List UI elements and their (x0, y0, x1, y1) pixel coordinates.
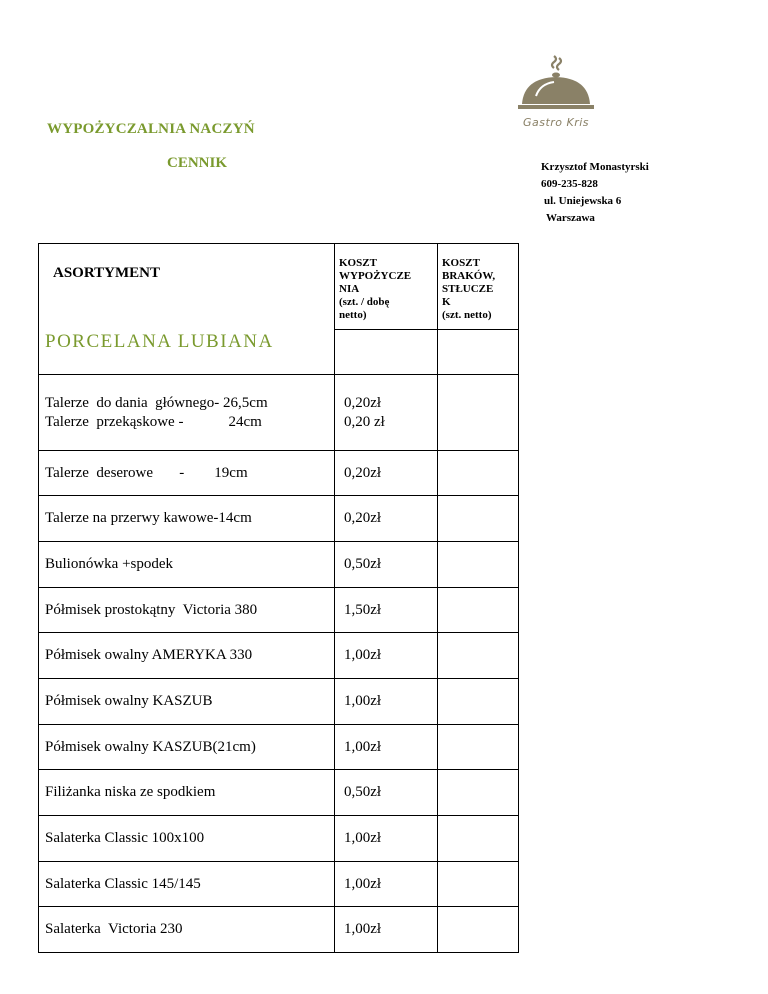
rental-price: 1,00zł (344, 647, 382, 663)
table-row (39, 633, 519, 679)
item-name: Salaterka Classic 145/145 (45, 875, 201, 892)
contact-street: ul. Uniejewska 6 (544, 195, 622, 207)
breakage-price-cell (438, 542, 519, 588)
category-empty-cell (438, 330, 519, 375)
rental-price-cell (335, 907, 438, 953)
item-name-cell (39, 375, 335, 451)
contact-city: Warszawa (546, 212, 595, 224)
header-line: KOSZT (442, 257, 480, 269)
rental-price: 0,20zł (344, 510, 382, 526)
table-row (39, 542, 519, 588)
rental-price-cell (335, 816, 438, 862)
rental-price-cell (335, 496, 438, 542)
category-empty-cell (335, 330, 438, 375)
header-line: K (442, 296, 451, 308)
item-name: Półmisek prostokątny Victoria 380 (45, 601, 258, 618)
item-name-cell (39, 770, 335, 816)
rental-price-cell (335, 451, 438, 496)
header-assortment: ASORTYMENT (39, 244, 335, 330)
item-name-cell (39, 816, 335, 862)
item-name: Talerze do dania głównego- 26,5cm (45, 394, 268, 411)
table-row (39, 496, 519, 542)
table-row (39, 816, 519, 862)
header-rental-cost (335, 244, 438, 330)
contact-block (541, 159, 649, 227)
rental-price: 1,00zł (344, 693, 382, 709)
page-title: WYPOŻYCZALNIA NACZYŃ (47, 121, 255, 137)
contact-phone: 609-235-828 (541, 178, 598, 190)
rental-price-cell (335, 679, 438, 725)
header-line: KOSZT (339, 257, 377, 269)
rental-price-cell (335, 770, 438, 816)
item-name-cell (39, 907, 335, 953)
rental-price: 1,00zł (344, 921, 382, 937)
table-row (39, 770, 519, 816)
item-name: Filiżanka niska ze spodkiem (45, 784, 216, 800)
item-name-cell (39, 542, 335, 588)
breakage-price-cell (438, 770, 519, 816)
item-name: Półmisek owalny AMERYKA 330 (45, 647, 253, 663)
breakage-price-cell (438, 862, 519, 907)
category-row (39, 330, 519, 375)
breakage-price-cell (438, 375, 519, 451)
item-name-cell (39, 862, 335, 907)
rental-price: 1,50zł (344, 601, 382, 618)
rental-price-cell (335, 862, 438, 907)
rental-price: 0,20zł (344, 394, 382, 411)
header-line: WYPOŻYCZE (339, 270, 412, 282)
breakage-price-cell (438, 588, 519, 633)
rental-price: 0,20 zł (344, 413, 385, 430)
rental-price: 1,00zł (344, 738, 382, 755)
item-name: Półmisek owalny KASZUB (45, 693, 213, 709)
rental-price: 1,00zł (344, 830, 382, 846)
rental-price-cell (335, 375, 438, 451)
header-line: BRAKÓW, (442, 270, 496, 282)
breakage-price-cell (438, 907, 519, 953)
header-line: netto) (339, 309, 367, 321)
table-header-row (39, 244, 519, 330)
rental-price: 0,20zł (344, 464, 382, 481)
item-name: Talerze deserowe - 19cm (45, 464, 248, 481)
table-row (39, 451, 519, 496)
table-row (39, 862, 519, 907)
item-name: Salaterka Classic 100x100 (45, 830, 205, 846)
rental-price-cell (335, 633, 438, 679)
header-line: (szt. / dobę (339, 296, 390, 308)
gastro-kris-logo (508, 52, 604, 136)
breakage-price-cell (438, 725, 519, 770)
price-table (38, 243, 519, 953)
rental-price-cell (335, 542, 438, 588)
logo-text: Gastro Kris (522, 116, 590, 129)
page-subtitle: CENNIK (167, 155, 228, 171)
breakage-price-cell (438, 451, 519, 496)
breakage-price-cell (438, 633, 519, 679)
item-name-cell (39, 496, 335, 542)
table-row (39, 907, 519, 953)
item-name-cell (39, 679, 335, 725)
table-row (39, 375, 519, 451)
item-name: Talerze na przerwy kawowe-14cm (45, 510, 252, 526)
rental-price: 0,50zł (344, 556, 382, 572)
item-name-cell (39, 451, 335, 496)
category-label: PORCELANA LUBIANA (39, 330, 335, 375)
header-line: STŁUCZE (442, 283, 494, 295)
rental-price-cell (335, 725, 438, 770)
breakage-price-cell (438, 496, 519, 542)
table-row (39, 725, 519, 770)
item-name: Półmisek owalny KASZUB(21cm) (45, 738, 256, 755)
table-row (39, 679, 519, 725)
item-name-cell (39, 725, 335, 770)
header-breakage-cost (438, 244, 519, 330)
breakage-price-cell (438, 816, 519, 862)
table-row (39, 588, 519, 633)
cloche-icon (508, 52, 604, 116)
item-name: Salaterka Victoria 230 (45, 921, 183, 937)
rental-price: 1,00zł (344, 875, 382, 892)
item-name: Talerze przekąskowe - 24cm (45, 413, 262, 430)
breakage-price-cell (438, 679, 519, 725)
rental-price: 0,50zł (344, 784, 382, 800)
rental-price-cell (335, 588, 438, 633)
item-name-cell (39, 633, 335, 679)
item-name-cell (39, 588, 335, 633)
contact-name: Krzysztof Monastyrski (541, 161, 649, 173)
header-line: (szt. netto) (442, 309, 492, 321)
header-line: NIA (339, 283, 360, 295)
item-name: Bulionówka +spodek (45, 556, 174, 572)
